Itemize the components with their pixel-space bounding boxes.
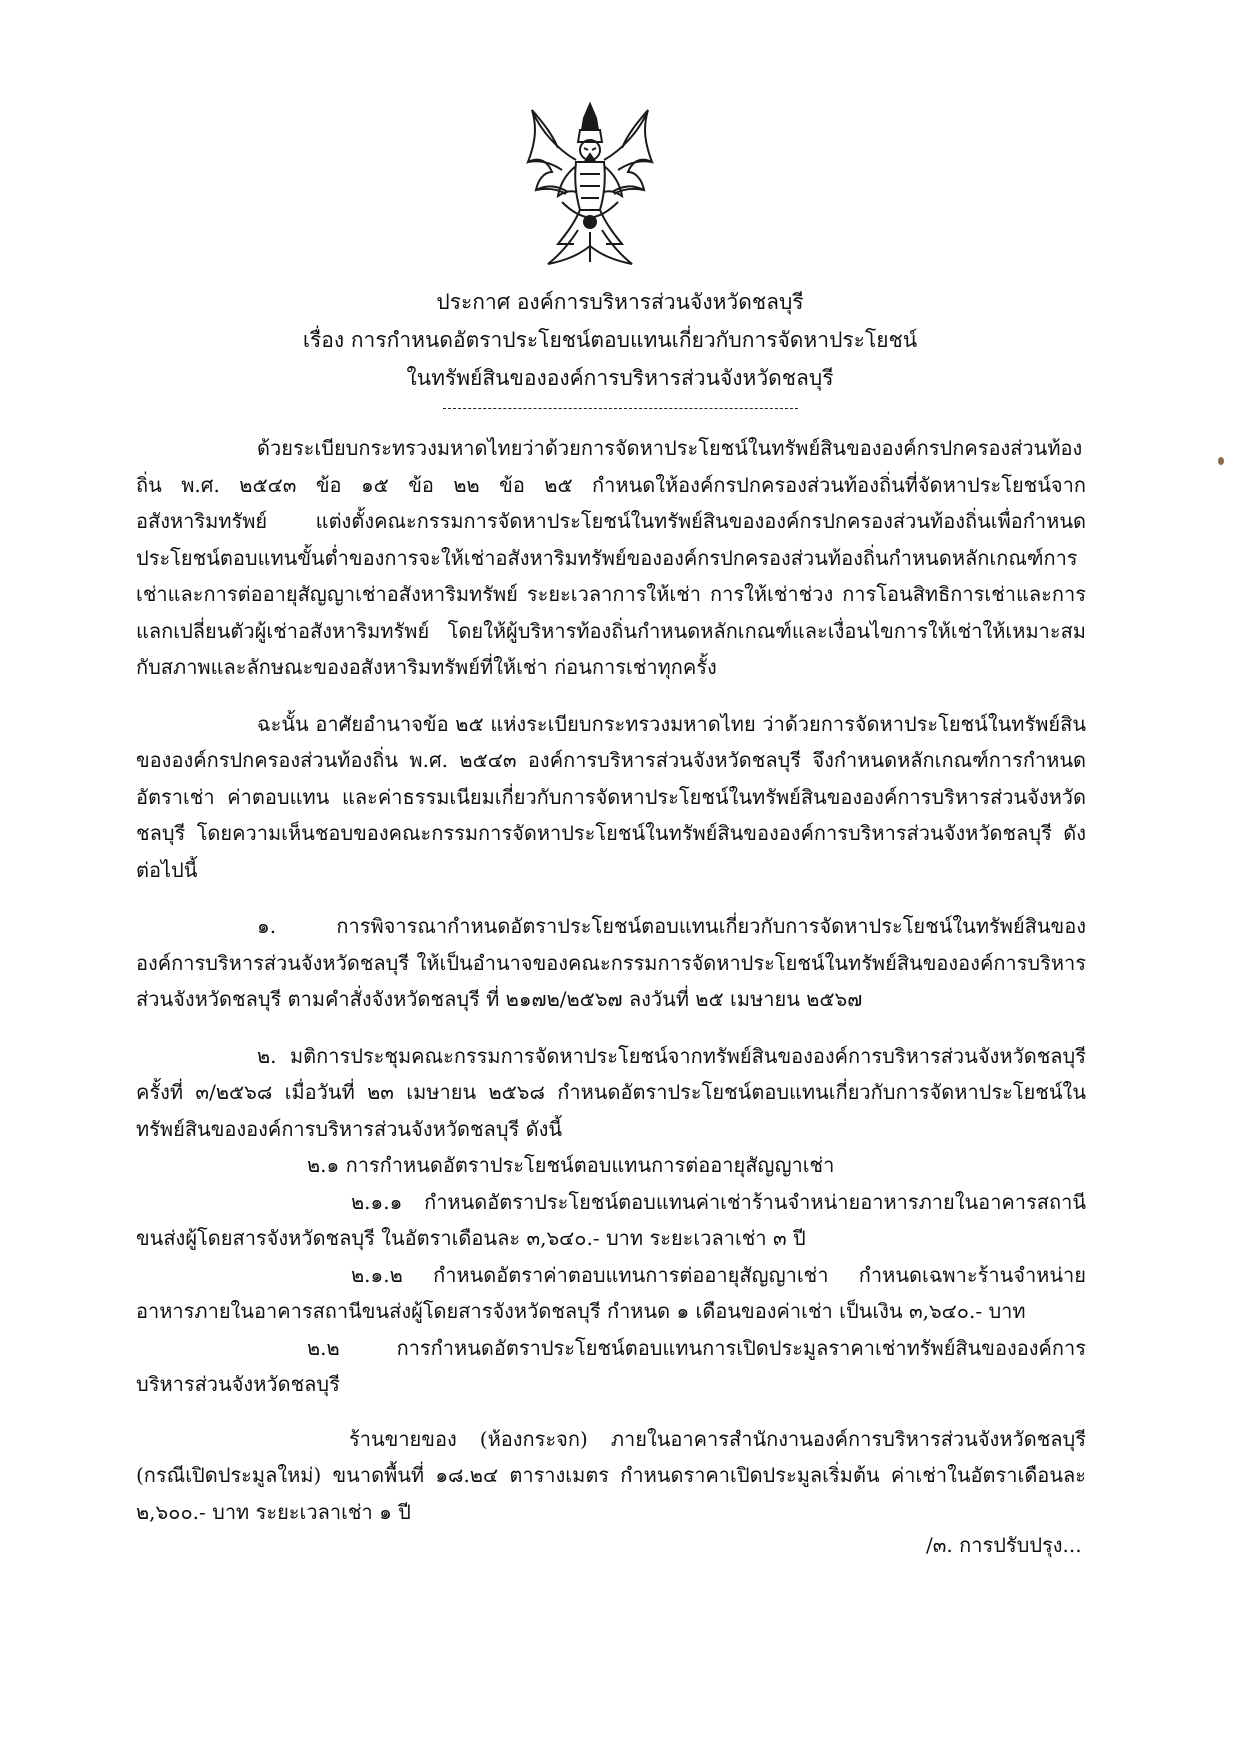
clause-2-1-1: ๒.๑.๑ กำหนดอัตราประโยชน์ตอบแทนค่าเช่าร้านจำหน่ายอาหารภายในอาคารสถานีขนส่งผู้โดยสารจังหวัดชลบุรี ในอัตราเดือนละ ๓,๖๔๐.- บาท ระยะเวลาเช่า ๓ ปี (136, 1189, 1086, 1250)
header-divider (443, 408, 798, 409)
clause-2-1: ๒.๑ การกำหนดอัตราประโยชน์ตอบแทนการต่ออายุสัญญาเช่า (307, 1153, 835, 1177)
scan-speck (1218, 457, 1224, 465)
announcement-subject-continued: ในทรัพย์สินขององค์การบริหารส่วนจังหวัดชลบุรี (406, 366, 834, 390)
clause-1: ๑. การพิจารณากำหนดอัตราประโยชน์ตอบแทนเกี่ยวกับการจัดหาประโยชน์ในทรัพย์สินขององค์การบริหารส่วนจังหวัดชลบุรี ให้เป็นอำนาจของคณะกรรมการจัดหาประโยชน์ในทรัพย์สินขององค์การบริหารส่วนจังหวัดชลบุรี ตามคำสั่งจังหวัดชลบุรี ที่ ๒๑๗๒/๒๕๖๗ ลงวันที่ ๒๕ เมษายน ๒๕๖๗ (136, 914, 1086, 1011)
announcement-subject: เรื่อง การกำหนดอัตราประโยชน์ตอบแทนเกี่ยวกับการจัดหาประโยชน์ (302, 328, 918, 352)
announcement-header (0, 283, 1240, 397)
preamble-paragraph: ด้วยระเบียบกระทรวงมหาดไทยว่าด้วยการจัดหาประโยชน์ในทรัพย์สินขององค์กรปกครองส่วนท้องถิ่น พ.ศ. ๒๕๔๓ ข้อ ๑๕ ข้อ ๒๒ ข้อ ๒๕ กำหนดให้องค์กรปกครองส่วนท้องถิ่นที่จัดหาประโยชน์จากอสังหาริมทรัพย์ แต่งตั้งคณะกรรมการจัดหาประโยชน์ในทรัพย์สินขององค์กรปกครองส่วนท้องถิ่นเพื่อกำหนดประโยชน์ตอบแทนขั้นต่ำของการจะให้เช่าอสังหาริมทรัพย์ขององค์กรปกครองส่วนท้องถิ่นกำหนดหลักเกณฑ์การเช่าและการต่ออายุสัญญาเช่าอสังหาริมทรัพย์ ระยะเวลาการให้เช่า การให้เช่าช่วง การโอนสิทธิการเช่าและการแลกเปลี่ยนตัวผู้เช่าอสังหาริมทรัพย์ โดยให้ผู้บริหารท้องถิ่นกำหนดหลักเกณฑ์และเงื่อนไขการให้เช่าให้เหมาะสมกับสภาพและลักษณะของอสังหาริมทรัพย์ที่ให้เช่า ก่อนการเช่าทุกครั้ง (136, 436, 1086, 679)
continued-marker: /๓. การปรับปรุง... (926, 1533, 1082, 1557)
announcement-title: ประกาศ องค์การบริหารส่วนจังหวัดชลบุรี (436, 290, 804, 314)
authority-paragraph: ฉะนั้น อาศัยอำนาจข้อ ๒๕ แห่งระเบียบกระทรวงมหาดไทย ว่าด้วยการจัดหาประโยชน์ในทรัพย์สินขององค์กรปกครองส่วนท้องถิ่น พ.ศ. ๒๕๔๓ องค์การบริหารส่วนจังหวัดชลบุรี จึงกำหนดหลักเกณฑ์การกำหนดอัตราเช่า ค่าตอบแทน และค่าธรรมเนียมเกี่ยวกับการจัดหาประโยชน์ในทรัพย์สินขององค์การบริหารส่วนจังหวัดชลบุรี โดยความเห็นชอบของคณะกรรมการจัดหาประโยชน์ในทรัพย์สินขององค์การบริหารส่วนจังหวัดชลบุรี ดังต่อไปนี้ (136, 711, 1086, 882)
clause-2-2: ๒.๒ การกำหนดอัตราประโยชน์ตอบแทนการเปิดประมูลราคาเช่าทรัพย์สินขององค์การบริหารส่วนจังหวัดชลบุรี (136, 1335, 1086, 1396)
clause-2: ๒. มติการประชุมคณะกรรมการจัดหาประโยชน์จากทรัพย์สินขององค์การบริหารส่วนจังหวัดชลบุรี ครั้งที่ ๓/๒๕๖๘ เมื่อวันที่ ๒๓ เมษายน ๒๕๖๘ กำหนดอัตราประโยชน์ตอบแทนเกี่ยวกับการจัดหาประโยชน์ในทรัพย์สินขององค์การบริหารส่วนจังหวัดชลบุรี ดังนี้ (136, 1043, 1086, 1141)
clause-2-2-item: ร้านขายของ (ห้องกระจก) ภายในอาคารสำนักงานองค์การบริหารส่วนจังหวัดชลบุรี (กรณีเปิดประมูลใหม่) ขนาดพื้นที่ ๑๘.๒๔ ตารางเมตร กำหนดราคาเปิดประมูลเริ่มต้น ค่าเช่าในอัตราเดือนละ ๒,๖๐๐.- บาท ระยะเวลาเช่า ๑ ปี (136, 1426, 1086, 1524)
garuda-emblem-icon (518, 100, 663, 268)
clause-2-1-2: ๒.๑.๒ กำหนดอัตราค่าตอบแทนการต่ออายุสัญญาเช่า กำหนดเฉพาะร้านจำหน่ายอาหารภายในอาคารสถานีขนส่งผู้โดยสารจังหวัดชลบุรี กำหนด ๑ เดือนของค่าเช่า เป็นเงิน ๓,๖๔๐.- บาท (136, 1262, 1086, 1323)
document-body (136, 430, 1086, 1550)
